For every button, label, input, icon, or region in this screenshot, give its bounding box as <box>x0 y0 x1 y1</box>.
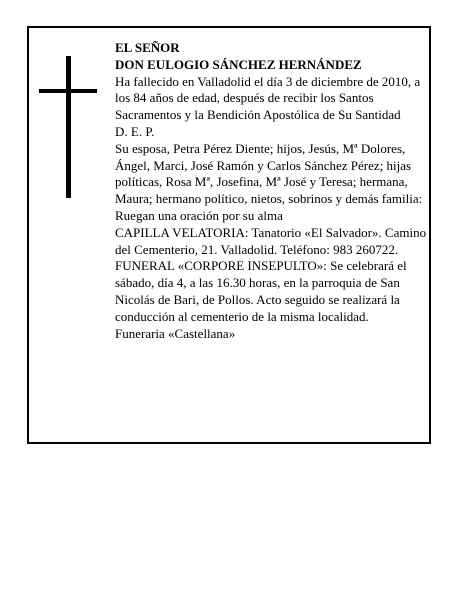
cross-horizontal-bar <box>39 89 97 93</box>
funeral-home: Funeraria «Castellana» <box>115 325 236 341</box>
family-list: Su esposa, Petra Pérez Diente; hijos, Jesús, Mª Dolores, Ángel, Marci, José Ramón y Carlos Sánchez Pérez; hijas políticas, Rosa Mª, Josefina, Mª José y Teresa; hermana, Maura; hermano político, nietos, sobrinos y demás familia: <box>115 140 423 207</box>
death-announcement: Ha fallecido en Valladolid el día 3 de diciembre de 2010, a los 84 años de edad, después de recibir los Santos Sacramentos y la Bendición Apostólica de Su Santidad <box>115 73 421 123</box>
funeral-info: FUNERAL «CORPORE INSEPULTO»: Se celebrará el sábado, día 4, a las 16.30 horas, en la parroquia de San Nicolás de Bari, de Pollos. Acto seguido se realizará la conducción al cementerio de la misma localidad. <box>115 258 407 324</box>
honorific: EL SEÑOR <box>115 40 180 55</box>
notice-text <box>115 40 429 342</box>
deceased-name: DON EULOGIO SÁNCHEZ HERNÁNDEZ <box>115 56 362 72</box>
obituary-notice <box>27 26 431 444</box>
prayer-request: Ruegan una oración por su alma <box>115 207 283 223</box>
rip-line: D. E. P. <box>115 123 155 139</box>
cross-vertical-bar <box>66 56 71 198</box>
chapel-info: CAPILLA VELATORIA: Tanatorio «El Salvador». Camino del Cementerio, 21. Valladolid. Teléfono: 983 260722. <box>115 224 427 257</box>
cross-icon <box>39 56 97 198</box>
